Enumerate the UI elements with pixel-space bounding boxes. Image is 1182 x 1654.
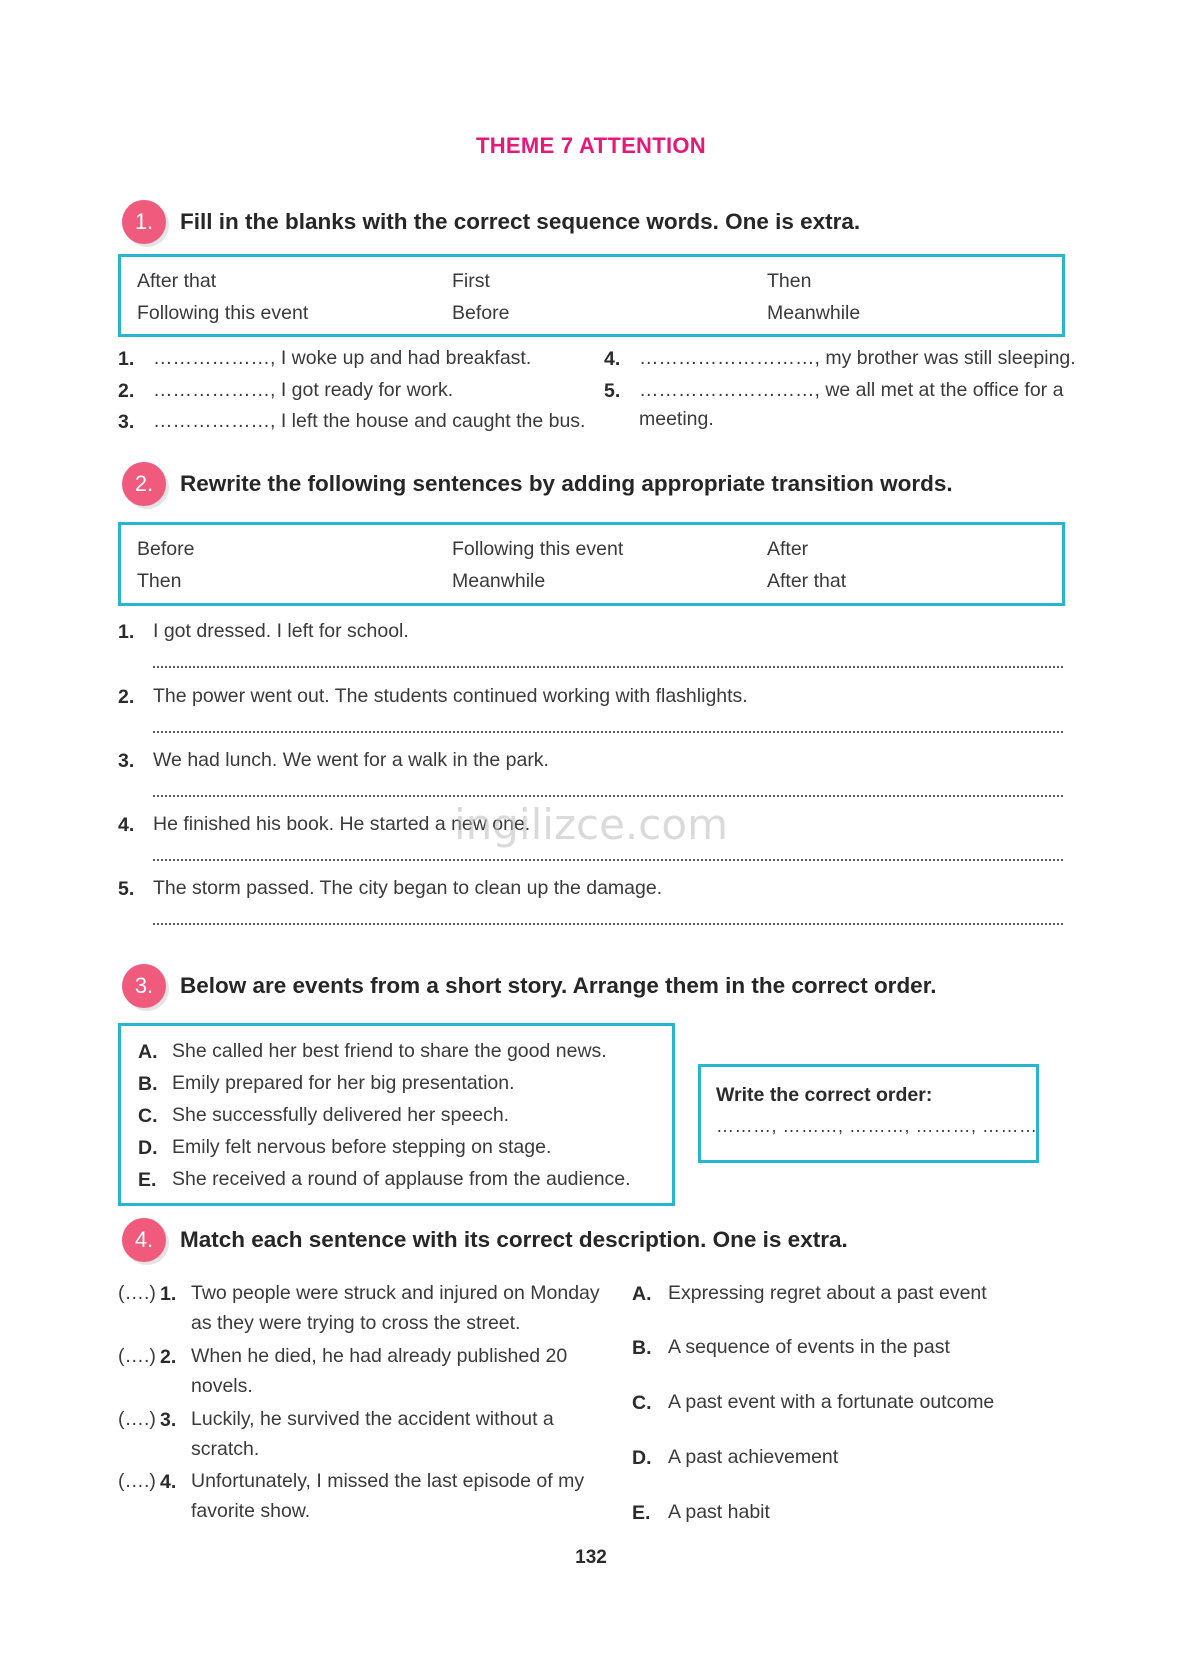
- description-letter: B.: [632, 1337, 652, 1359]
- match-blank[interactable]: (….): [118, 1345, 156, 1367]
- event-text: Emily prepared for her big presentation.: [172, 1072, 515, 1094]
- item-number: 1.: [160, 1283, 177, 1305]
- match-sentence: When he died, he had already published 20: [191, 1345, 568, 1367]
- item-number: 1.: [118, 348, 135, 370]
- word-box-item: Before: [137, 538, 195, 560]
- match-blank[interactable]: (….): [118, 1282, 156, 1304]
- section-1-title: Fill in the blanks with the correct sequence words. One is extra.: [180, 209, 861, 234]
- word-box-item: After that: [137, 270, 217, 292]
- description-text: Expressing regret about a past event: [668, 1282, 987, 1304]
- answer-line[interactable]: [153, 922, 1063, 925]
- event-text: She successfully delivered her speech.: [172, 1104, 510, 1126]
- order-label: Write the correct order:: [716, 1084, 933, 1106]
- match-blank[interactable]: (….): [118, 1408, 156, 1430]
- answer-line[interactable]: [153, 858, 1063, 861]
- match-sentence-continued: as they were trying to cross the street.: [191, 1312, 521, 1334]
- event-letter: C.: [138, 1105, 158, 1127]
- match-sentence-continued: novels.: [191, 1375, 253, 1397]
- fill-blank-sentence: ………………………, we all met at the office for a: [639, 379, 1064, 401]
- section-4-title: Match each sentence with its correct description. One is extra.: [180, 1227, 848, 1252]
- description-letter: D.: [632, 1447, 652, 1469]
- match-blank[interactable]: (….): [118, 1470, 156, 1492]
- item-number: 3.: [118, 750, 135, 772]
- section-2-word-box: [118, 522, 1065, 606]
- answer-line[interactable]: [153, 794, 1063, 797]
- item-number: 2.: [118, 686, 135, 708]
- fill-blank-sentence: ………………, I woke up and had breakfast.: [153, 347, 532, 369]
- page-number: 132: [575, 1547, 607, 1568]
- description-text: A sequence of events in the past: [668, 1336, 950, 1358]
- item-number: 2.: [160, 1346, 177, 1368]
- answer-line[interactable]: [153, 665, 1063, 668]
- section-2-badge: 2.: [122, 462, 166, 506]
- word-box-item: Meanwhile: [452, 570, 546, 592]
- description-text: A past habit: [668, 1501, 770, 1523]
- rewrite-sentence: We had lunch. We went for a walk in the park.: [153, 749, 549, 771]
- order-answer-box[interactable]: [698, 1064, 1039, 1163]
- match-sentence-continued: scratch.: [191, 1438, 260, 1460]
- word-box-item: Following this event: [137, 302, 309, 324]
- rewrite-sentence: He finished his book. He started a new one.: [153, 813, 531, 835]
- section-1-word-box: [118, 254, 1065, 337]
- description-letter: C.: [632, 1392, 652, 1414]
- description-text: A past event with a fortunate outcome: [668, 1391, 995, 1413]
- rewrite-sentence: I got dressed. I left for school.: [153, 620, 409, 642]
- rewrite-sentence: The storm passed. The city began to clean up the damage.: [153, 877, 663, 899]
- description-letter: E.: [632, 1502, 651, 1524]
- item-number: 1.: [118, 621, 135, 643]
- word-box-item: Then: [137, 570, 182, 592]
- match-sentence: Two people were struck and injured on Monday: [191, 1282, 600, 1304]
- item-number: 4.: [604, 348, 621, 370]
- section-3-title: Below are events from a short story. Arrange them in the correct order.: [180, 973, 937, 998]
- word-box-item: Following this event: [452, 538, 624, 560]
- word-box-item: Then: [767, 270, 812, 292]
- match-sentence: Luckily, he survived the accident without a: [191, 1408, 554, 1430]
- rewrite-sentence: The power went out. The students continued working with flashlights.: [153, 685, 748, 707]
- section-1-badge: 1.: [122, 200, 166, 244]
- match-sentence-continued: favorite show.: [191, 1500, 311, 1522]
- events-box: [118, 1023, 675, 1206]
- watermark: ingilizce.com: [454, 800, 728, 849]
- fill-blank-sentence: ………………………, my brother was still sleeping.: [639, 347, 1076, 369]
- section-2-title: Rewrite the following sentences by adding appropriate transition words.: [180, 471, 953, 496]
- word-box-item: After that: [767, 570, 847, 592]
- fill-blank-sentence: ………………, I got ready for work.: [153, 379, 454, 401]
- event-letter: B.: [138, 1073, 158, 1095]
- word-box-item: Before: [452, 302, 510, 324]
- word-box-item: After: [767, 538, 809, 560]
- event-letter: D.: [138, 1137, 158, 1159]
- item-number: 4.: [160, 1471, 177, 1493]
- event-text: She received a round of applause from the audience.: [172, 1168, 631, 1190]
- item-number: 3.: [160, 1409, 177, 1431]
- item-number: 5.: [118, 878, 135, 900]
- description-text: A past achievement: [668, 1446, 839, 1468]
- event-letter: E.: [138, 1169, 157, 1191]
- description-letter: A.: [632, 1283, 652, 1305]
- word-box-item: Meanwhile: [767, 302, 861, 324]
- item-number: 4.: [118, 814, 135, 836]
- item-number: 5.: [604, 380, 621, 402]
- match-sentence: Unfortunately, I missed the last episode of my: [191, 1470, 585, 1492]
- order-answer-dots[interactable]: ………, ………, ………, ………, ………: [716, 1116, 1038, 1136]
- theme-title: THEME 7 ATTENTION: [476, 133, 706, 158]
- section-4-badge: 4.: [122, 1218, 166, 1262]
- item-number: 3.: [118, 411, 135, 433]
- item-number: 2.: [118, 380, 135, 402]
- answer-line[interactable]: [153, 730, 1063, 733]
- event-text: Emily felt nervous before stepping on stage.: [172, 1136, 552, 1158]
- fill-blank-sentence: ………………, I left the house and caught the bus.: [153, 410, 586, 432]
- event-text: She called her best friend to share the good news.: [172, 1040, 607, 1062]
- fill-blank-sentence-continued: meeting.: [639, 408, 714, 430]
- section-3-badge: 3.: [122, 964, 166, 1008]
- event-letter: A.: [138, 1041, 158, 1063]
- word-box-item: First: [452, 270, 490, 292]
